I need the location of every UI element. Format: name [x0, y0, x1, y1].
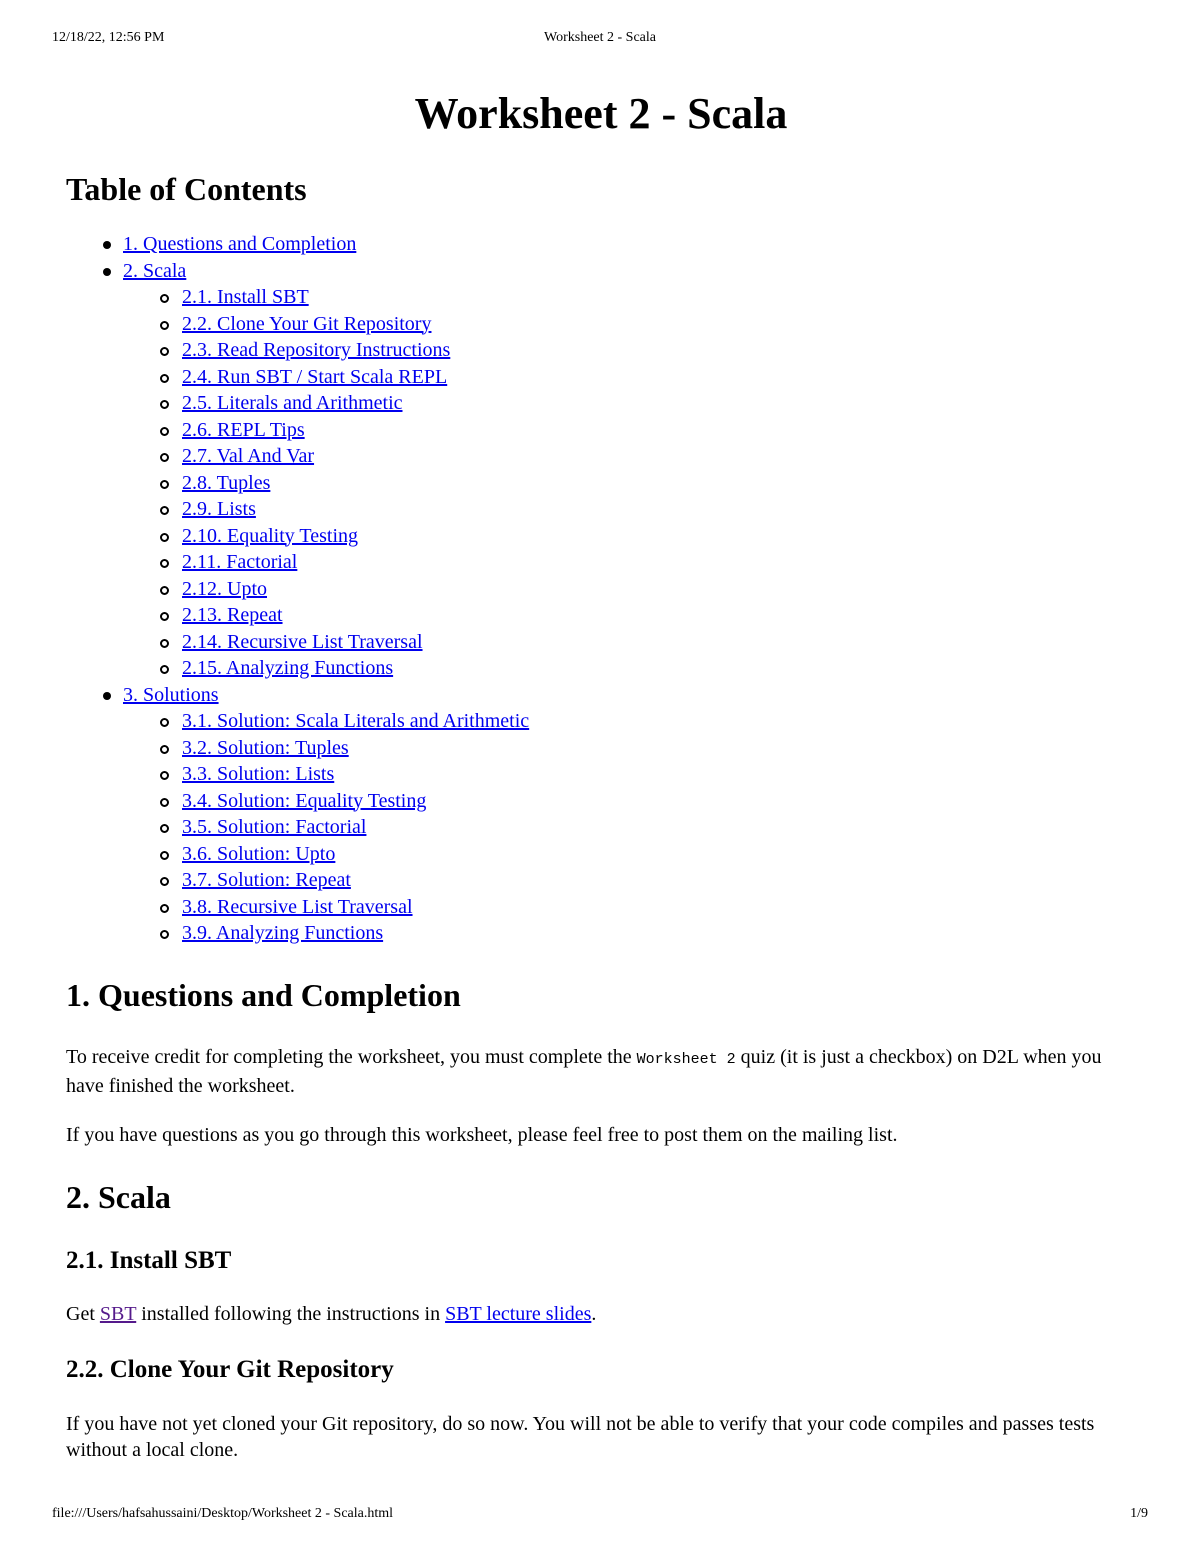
toc-subitem: [123, 708, 1136, 735]
toc-sublink[interactable]: 2.13. Repeat: [182, 604, 283, 626]
worksheet-code: Worksheet 2: [636, 1050, 736, 1068]
sbt-lecture-slides-link[interactable]: SBT lecture slides: [445, 1303, 592, 1325]
toc-subitem: [123, 576, 1136, 603]
toc-sublink[interactable]: 2.7. Val And Var: [182, 445, 315, 467]
toc-sublink[interactable]: 3.3. Solution: Lists: [182, 763, 335, 785]
toc-subitem: [123, 470, 1136, 497]
toc-sublink[interactable]: 3.1. Solution: Scala Literals and Arithmetic: [182, 710, 530, 732]
toc-subitem: [123, 894, 1136, 921]
sbt-link[interactable]: SBT: [99, 1303, 137, 1325]
clone-repo-paragraph: If you have not yet cloned your Git repository, do so now. You will not be able to verify that your code compiles and passes tests without a local clone.: [66, 1412, 1095, 1461]
toc-subitem: [123, 311, 1136, 338]
toc-sublink[interactable]: 3.7. Solution: Repeat: [182, 869, 351, 891]
toc-subitem: [123, 761, 1136, 788]
questions-paragraph: If you have questions as you go through this worksheet, please feel free to post them on the mailing list.: [66, 1123, 898, 1146]
toc-link[interactable]: 1. Questions and Completion: [123, 233, 357, 255]
toc-subitem: [123, 602, 1136, 629]
toc-sublist: [123, 708, 1136, 947]
toc-subitem: [123, 920, 1136, 947]
toc-item: [66, 231, 1136, 258]
print-header: [52, 30, 1148, 50]
section-heading-questions: 1. Questions and Completion: [66, 976, 461, 1013]
toc-subitem: [123, 284, 1136, 311]
toc-subitem: [123, 629, 1136, 656]
subsection-heading-install-sbt: 2.1. Install SBT: [66, 1247, 232, 1274]
toc-sublink[interactable]: 2.9. Lists: [182, 498, 256, 520]
section-heading-scala: 2. Scala: [66, 1179, 171, 1215]
toc-subitem: [123, 788, 1136, 815]
print-file-path: file:///Users/hafsahussaini/Desktop/Worksheet 2 - Scala.html: [52, 1506, 394, 1521]
toc-sublink[interactable]: 2.3. Read Repository Instructions: [182, 339, 451, 361]
toc-subitem: [123, 417, 1136, 444]
toc-sublink[interactable]: 2.12. Upto: [182, 577, 267, 600]
toc-subitem: [123, 364, 1136, 391]
toc-subitem: [123, 523, 1136, 550]
toc-subitem: [123, 496, 1136, 523]
toc-sublink[interactable]: 3.2. Solution: Tuples: [182, 736, 349, 759]
toc-sublink[interactable]: 2.11. Factorial: [182, 551, 298, 573]
toc-subitem: [123, 814, 1136, 841]
page-title: Worksheet 2 - Scala: [414, 89, 788, 138]
toc-sublink[interactable]: 2.1. Install SBT: [182, 286, 309, 308]
completion-paragraph: To receive credit for completing the worksheet, you must complete the Worksheet 2 quiz (it is just a checkbox) on D2L when you have finished the worksheet.: [66, 1045, 1102, 1097]
toc-subitem: [123, 390, 1136, 417]
print-page-number: 1/9: [1130, 1506, 1148, 1521]
toc-subitem: [123, 841, 1136, 868]
print-footer: [52, 1506, 1148, 1526]
toc-subitem: [123, 655, 1136, 682]
toc-sublink[interactable]: 3.9. Analyzing Functions: [182, 922, 384, 944]
toc-subitem: [123, 443, 1136, 470]
toc-sublink[interactable]: 2.4. Run SBT / Start Scala REPL: [182, 365, 448, 388]
toc-sublink[interactable]: 3.6. Solution: Upto: [182, 842, 336, 865]
print-title: Worksheet 2 - Scala: [544, 30, 656, 45]
toc-link[interactable]: 3. Solutions: [123, 683, 219, 706]
toc-item: [66, 258, 1136, 682]
toc-sublink[interactable]: 2.5. Literals and Arithmetic: [182, 392, 403, 414]
table-of-contents: [66, 231, 1136, 947]
toc-subitem: [123, 735, 1136, 762]
toc-sublink[interactable]: 2.15. Analyzing Functions: [182, 657, 394, 679]
document-content: [66, 84, 1136, 1464]
toc-sublist: [123, 284, 1136, 682]
toc-subitem: [123, 867, 1136, 894]
toc-sublink[interactable]: 2.6. REPL Tips: [182, 418, 305, 441]
subsection-heading-clone-repo: 2.2. Clone Your Git Repository: [66, 1355, 394, 1383]
toc-item: [66, 682, 1136, 947]
toc-sublink[interactable]: 3.4. Solution: Equality Testing: [182, 789, 427, 812]
toc-sublink[interactable]: 3.5. Solution: Factorial: [182, 816, 367, 838]
toc-subitem: [123, 549, 1136, 576]
toc-sublink[interactable]: 3.8. Recursive List Traversal: [182, 895, 413, 918]
toc-heading: Table of Contents: [66, 171, 307, 207]
toc-sublink[interactable]: 2.10. Equality Testing: [182, 524, 358, 547]
install-sbt-paragraph: Get SBT installed following the instructions in SBT lecture slides.: [66, 1303, 597, 1325]
toc-sublink[interactable]: 2.8. Tuples: [182, 471, 271, 494]
toc-link[interactable]: 2. Scala: [123, 259, 187, 282]
toc-sublink[interactable]: 2.14. Recursive List Traversal: [182, 630, 423, 653]
toc-subitem: [123, 337, 1136, 364]
print-datetime: 12/18/22, 12:56 PM: [52, 30, 165, 45]
toc-sublink[interactable]: 2.2. Clone Your Git Repository: [182, 312, 432, 335]
